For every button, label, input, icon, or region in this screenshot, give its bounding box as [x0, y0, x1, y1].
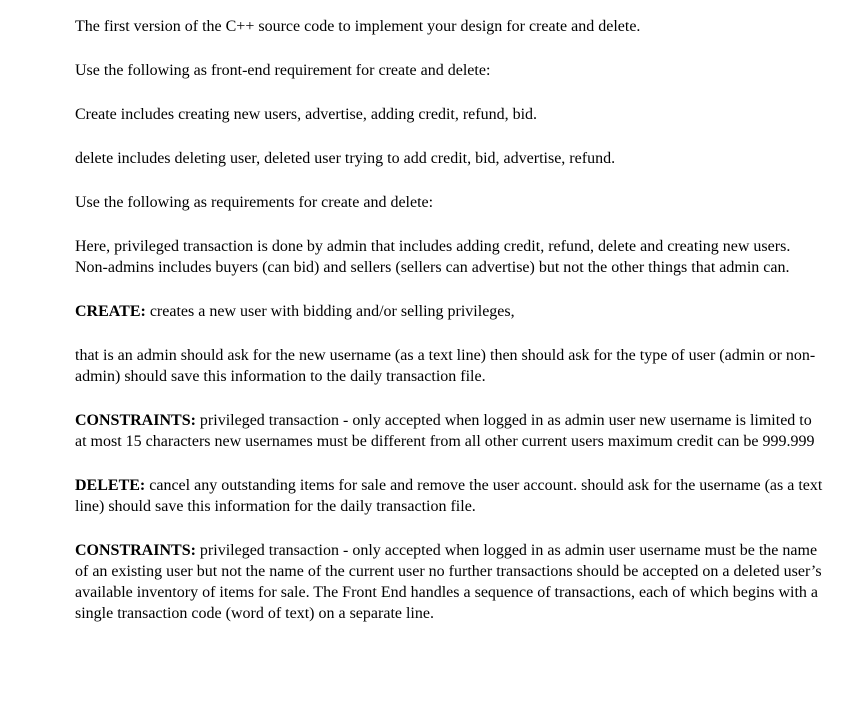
delete-constraints-heading: CONSTRAINTS: [75, 542, 196, 559]
non-admins-paragraph: Non-admins includes buyers (can bid) and sellers (sellers can advertise) but not the other things that admin can. [75, 259, 790, 276]
create-text: creates a new user with bidding and/or selling privileges, [145, 303, 515, 320]
create-heading: CREATE: [75, 303, 146, 320]
delete-heading: DELETE: [75, 477, 146, 494]
privileged-transaction-paragraph: Here, privileged transaction is done by admin that includes adding credit, refund, delete and creating new users. [75, 238, 791, 255]
front-end-requirement-paragraph: Use the following as front-end requirement for create and delete: [75, 62, 491, 79]
delete-constraints-text: privileged transaction - only accepted when logged in as admin user username must be the name of an existing user but not the name of the current user no further transactions should be accepted on a deleted user’s available inventory of items for sale. The Front End handles a sequence of transactions, each of which begins with a single transaction code (word of text) on a separate line. [75, 542, 822, 622]
create-constraints-heading: CONSTRAINTS: [75, 412, 196, 429]
delete-paragraph [75, 475, 823, 517]
create-details-paragraph: that is an admin should ask for the new username (as a text line) then should ask for the type of user (admin or non-admin) should save this information to the daily transaction file. [75, 347, 816, 385]
intro-paragraph: The first version of the C++ source code to implement your design for create and delete. [75, 18, 641, 35]
delete-text: cancel any outstanding items for sale and remove the user account. should ask for the username (as a text line) should save this information for the daily transaction file. [75, 477, 823, 515]
delete-includes-paragraph: delete includes deleting user, deleted user trying to add credit, bid, advertise, refund. [75, 150, 616, 167]
document-body [75, 16, 823, 647]
create-constraints-paragraph [75, 410, 823, 452]
create-paragraph [75, 301, 823, 322]
create-includes-paragraph: Create includes creating new users, advertise, adding credit, refund, bid. [75, 106, 538, 123]
requirements-paragraph: Use the following as requirements for create and delete: [75, 194, 434, 211]
create-constraints-text: privileged transaction - only accepted when logged in as admin user new username is limited to at most 15 characters new usernames must be different from all other current users maximum credit can be 999.999 [75, 412, 815, 450]
delete-constraints-paragraph [75, 540, 823, 624]
